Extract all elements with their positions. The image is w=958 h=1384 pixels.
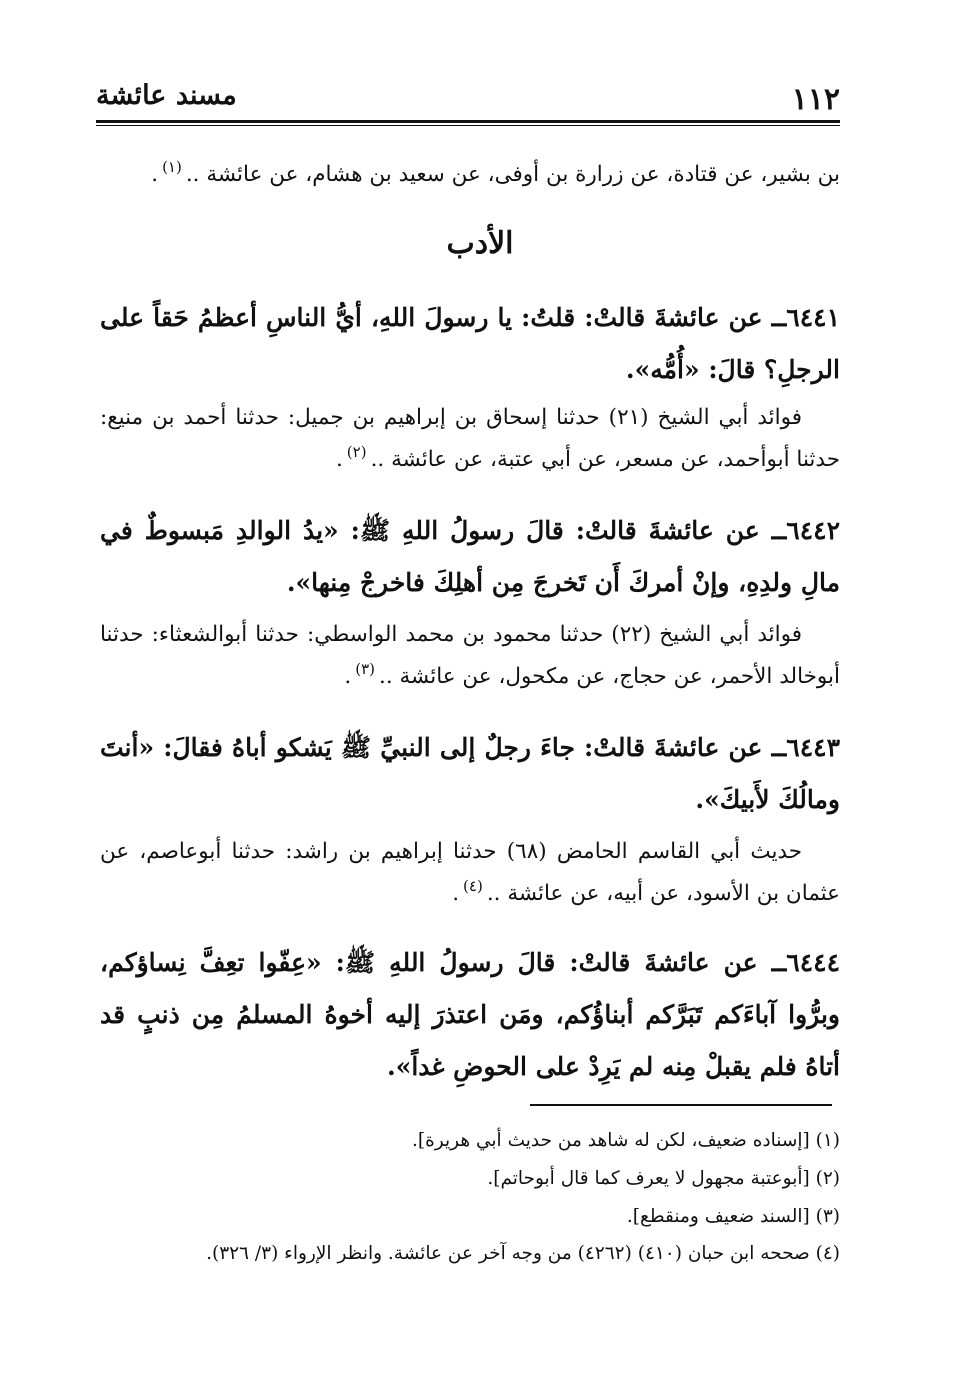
footnote [100,1237,840,1271]
section-title: الأدب [446,226,514,261]
header-rule [96,120,840,123]
intro-line: بن بشير، عن قتادة، عن زرارة بن أوفى، عن سعيد بن هشام، عن عائشة ..$^{(١)}$. [151,158,840,187]
footnote-ref: (٢) [346,443,367,461]
footnote [100,1124,840,1158]
footnote-text: (٣) [السند ضعيف ومنقطع]. [626,1206,840,1227]
page-header [96,78,840,118]
hadith-source: فوائد أبي الشيخ (٢٢) حدثنا محمود بن محمد الواسطي: حدثنا أبوالشعثاء: حدثنا أبوخالد الأحمر، عن حجاج، عن مكحول، عن عائشة ..$^{(٣)}$. [100,622,840,689]
running-title: مسند عائشة [96,80,237,111]
hadith-text: ٦٤٤١ــ عن عائشةَ قالتْ: قلتُ: يا رسولَ اللهِ، أيُّ الناسِ أعظمُ حَقاً على الرجلِ؟ قالَ: «أُمُّه». [100,303,840,384]
footnote-text: (٤) صححه ابن حبان (٤١٠) (٤٢٦٢) من وجه آخر عن عائشة. وانظر الإرواء (٣/ ٣٢٦). [206,1243,840,1264]
hadith-text: ٦٤٤٢ــ عن عائشةَ قالتْ: قالَ رسولُ اللهِ ﷺ: «يدُ الوالدِ مَبسوطٌ في مالِ ولدِهِ، وإنْ أمركَ أَن تَخرجَ مِن أهلِكَ فاخرجْ مِنها». [100,516,840,597]
hadith-text: ٦٤٤٤ــ عن عائشةَ قالتْ: قالَ رسولُ اللهِ ﷺ: «عِفّوا تعِفَّ نِساؤكم، وبرُّوا آباءَكم تَبَرَّكم أبناؤُكم، ومَن اعتذرَ إليه أخوهُ المسلمُ مِن ذنبٍ قد أتاهُ فلم يقبلْ مِنه لم يَرِدْ على الحوضِ غداً». [100,948,840,1081]
header-rule-thin [96,125,840,126]
footnote [100,1200,840,1234]
source-text: فوائد أبي الشيخ (٢١) حدثنا إسحاق بن إبراهيم بن جميل: حدثنا أحمد بن منيع: حدثنا أبوأحمد، عن مسعر، عن أبي عتبة، عن عائشة .. [100,405,840,472]
footnote-separator [530,1104,832,1106]
footnote-text: (١) [إسناده ضعيف، لكن له شاهد من حديث أبي هريرة]. [411,1130,840,1151]
hadith-source: حديث أبي القاسم الحامض (٦٨) حدثنا إبراهيم بن راشد: حدثنا أبوعاصم، عن عثمان بن الأسود، عن أبيه، عن عائشة ..$^{(٤)}$. [100,839,840,906]
footnote-ref: (١) [162,158,182,176]
source-text: حديث أبي القاسم الحامض (٦٨) حدثنا إبراهيم بن راشد: حدثنا أبوعاصم، عن عثمان بن الأسود، عن أبيه، عن عائشة .. [100,839,840,906]
page-number: ١١٢ [791,82,840,117]
footnote-ref: (٣) [355,660,376,678]
footnote [100,1162,840,1196]
footnote-text: (٢) [أبوعتبة مجهول لا يعرف كما قال أبوحاتم]. [487,1168,840,1189]
footnote-ref: (٤) [463,877,483,895]
hadith-source: فوائد أبي الشيخ (٢١) حدثنا إسحاق بن إبراهيم بن جميل: حدثنا أحمد بن منيع: حدثنا أبوأحمد، عن مسعر، عن أبي عتبة، عن عائشة ..$^{(٢)}$. [100,405,840,472]
hadith-text: ٦٤٤٣ــ عن عائشةَ قالتْ: جاءَ رجلٌ إلى النبيِّ ﷺ يَشكو أباهُ فقالَ: «أنتَ ومالُكَ لأَبيكَ». [100,733,840,814]
source-text: فوائد أبي الشيخ (٢٢) حدثنا محمود بن محمد الواسطي: حدثنا أبوالشعثاء: حدثنا أبوخالد الأحمر، عن حجاج، عن مكحول، عن عائشة .. [100,622,840,689]
intro-text: بن بشير، عن قتادة، عن زرارة بن أوفى، عن سعيد بن هشام، عن عائشة .. [185,162,840,187]
